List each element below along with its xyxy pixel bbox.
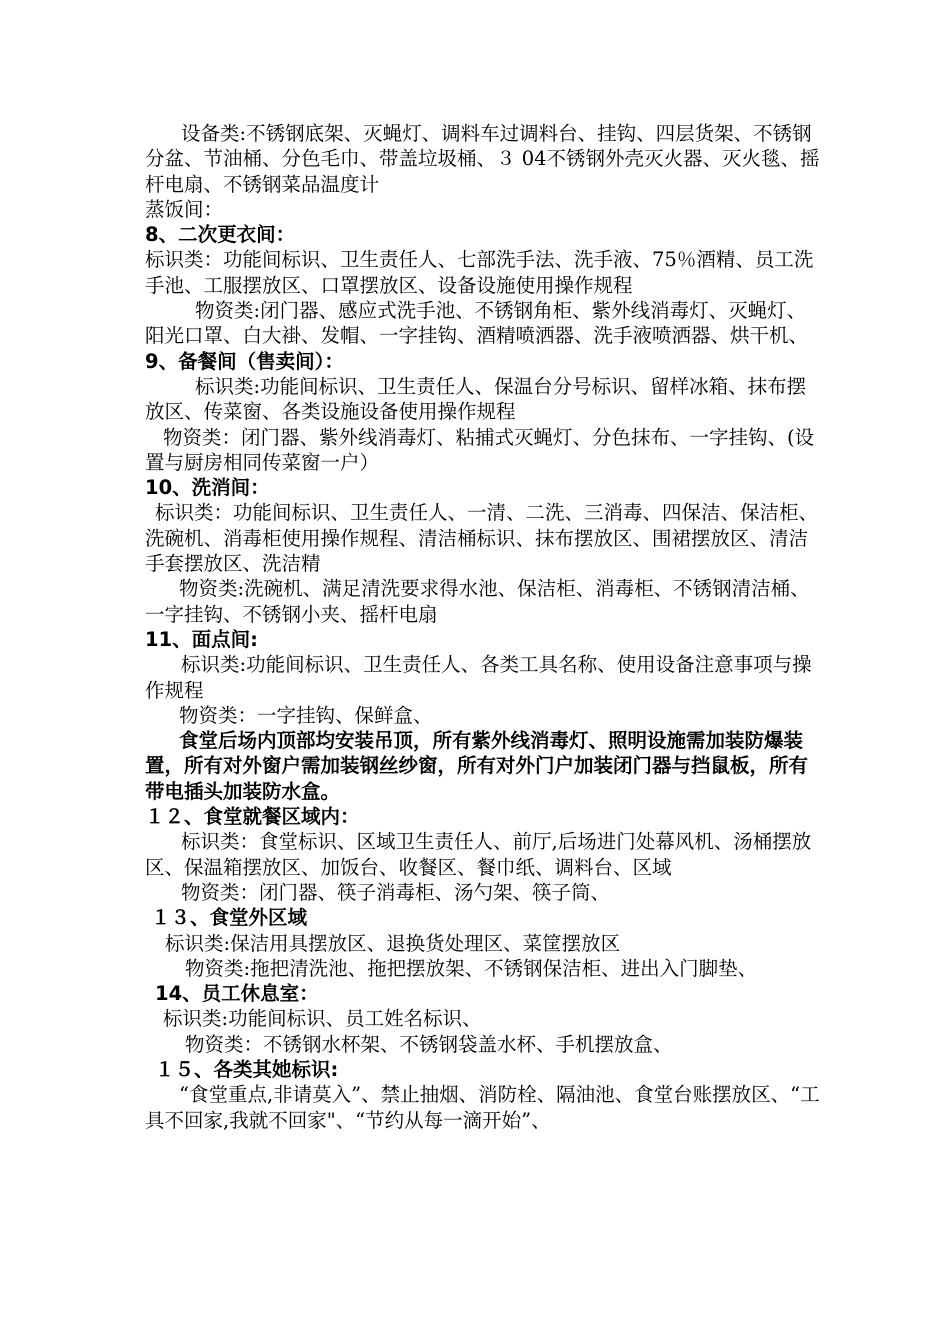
paragraph-pastry-supplies: 物资类：一字挂钩、保鲜盒、 [179, 703, 433, 727]
paragraph-prep-labels: 标识类:功能间标识、卫生责任人、保温台分号标识、留样冰箱、抹布摆放区、传菜窗、各类设施设备使用操作规程 [145, 374, 807, 424]
paragraph-outside-supplies: 物资类:拖把清洗池、拖把摆放架、不锈钢保洁柜、进出入门脚垫、 [185, 956, 758, 980]
heading-staff-lounge: 14、员工休息室： [155, 982, 319, 1006]
heading-other-signs: １５、各类其她标识: [155, 1057, 339, 1081]
paragraph-dining-supplies: 物资类：闭门器、筷子消毒柜、汤勺架、筷子筒、 [181, 880, 611, 904]
paragraph-kitchen-requirements: 食堂后场内顶部均安装吊顶，所有紫外线消毒灯、照明设施需加装防爆装置，所有对外窗户需加装钢丝纱窗，所有对外门户加装闭门器与挡鼠板，所有带电插头加装防水盒。 [145, 729, 809, 803]
paragraph-lounge-labels: 标识类:功能间标识、员工姓名标识、 [163, 1007, 482, 1031]
paragraph-changing-supplies: 物资类:闭门器、感应式洗手池、不锈钢角柜、紫外线消毒灯、灭蝇灯、阳光口罩、白大褂、发帽、一字挂钩、酒精喷洒器、洗手液喷洒器、烘干机、 [145, 299, 809, 348]
section-steamer-room: 蒸饭间： [145, 197, 224, 221]
paragraph-other-signs: “食堂重点,非请莫入”、禁止抽烟、消防栓、隔油池、食堂台账摆放区、“工具不回家,我就不回家"、“节约从每一滴开始”、 [145, 1083, 820, 1132]
paragraph-outside-labels: 标识类:保洁用具摆放区、退换货处理区、菜筐摆放区 [165, 931, 621, 955]
heading-secondary-changing-room: 8、二次更衣间： [145, 223, 296, 247]
paragraph-washing-supplies: 物资类:洗碗机、满足清洗要求得水池、保洁柜、消毒柜、不锈钢清洁桶、一字挂钩、不锈钢小夹、摇杆电扇 [145, 577, 810, 626]
paragraph-dining-labels: 标识类：食堂标识、区域卫生责任人、前厅,后场进门处幕风机、汤桶摆放区、保温箱摆放区、加饭台、收餐区、餐巾纸、调料台、区域 [145, 830, 812, 879]
paragraph-equipment: 设备类:不锈钢底架、灭蝇灯、调料车过调料台、挂钩、四层货架、不锈钢分盆、节油桶、分色毛巾、带盖垃圾桶、３ 04不锈钢外壳灭火器、灭火毯、摇杆电扇、不锈钢菜品温度计 [145, 122, 820, 196]
heading-pastry-room: 11、面点间: [145, 627, 258, 651]
heading-dining-area: １２、食堂就餐区域内： [145, 805, 360, 829]
paragraph-pastry-labels: 标识类:功能间标识、卫生责任人、各类工具名称、使用设备注意事项与操作规程 [145, 653, 812, 702]
heading-meal-prep-room: 9、备餐间（售卖间）： [145, 349, 344, 373]
paragraph-changing-labels: 标识类：功能间标识、卫生责任人、七部洗手法、洗手液、75％酒精、员工洗手池、工服摆放区、口罩摆放区、设备设施使用操作规程 [145, 248, 814, 297]
paragraph-washing-labels: 标识类：功能间标识、卫生责任人、一清、二洗、三消毒、四保洁、保洁柜、洗碗机、消毒柜使用操作规程、清洁桶标识、抹布摆放区、围裙摆放区、清洁手套摆放区、洗洁精 [145, 501, 819, 576]
paragraph-lounge-supplies: 物资类：不锈钢水杯架、不锈钢袋盖水杯、手机摆放盒、 [185, 1032, 673, 1056]
document-body [145, 121, 825, 1133]
heading-outside-area: １３、食堂外区域 [151, 906, 308, 930]
paragraph-prep-supplies: 物资类：闭门器、紫外线消毒灯、粘捕式灭蝇灯、分色抹布、一字挂钩、(设置与厨房相同传菜窗一户） [145, 425, 815, 474]
heading-washing-room: 10、洗消间： [145, 476, 270, 500]
